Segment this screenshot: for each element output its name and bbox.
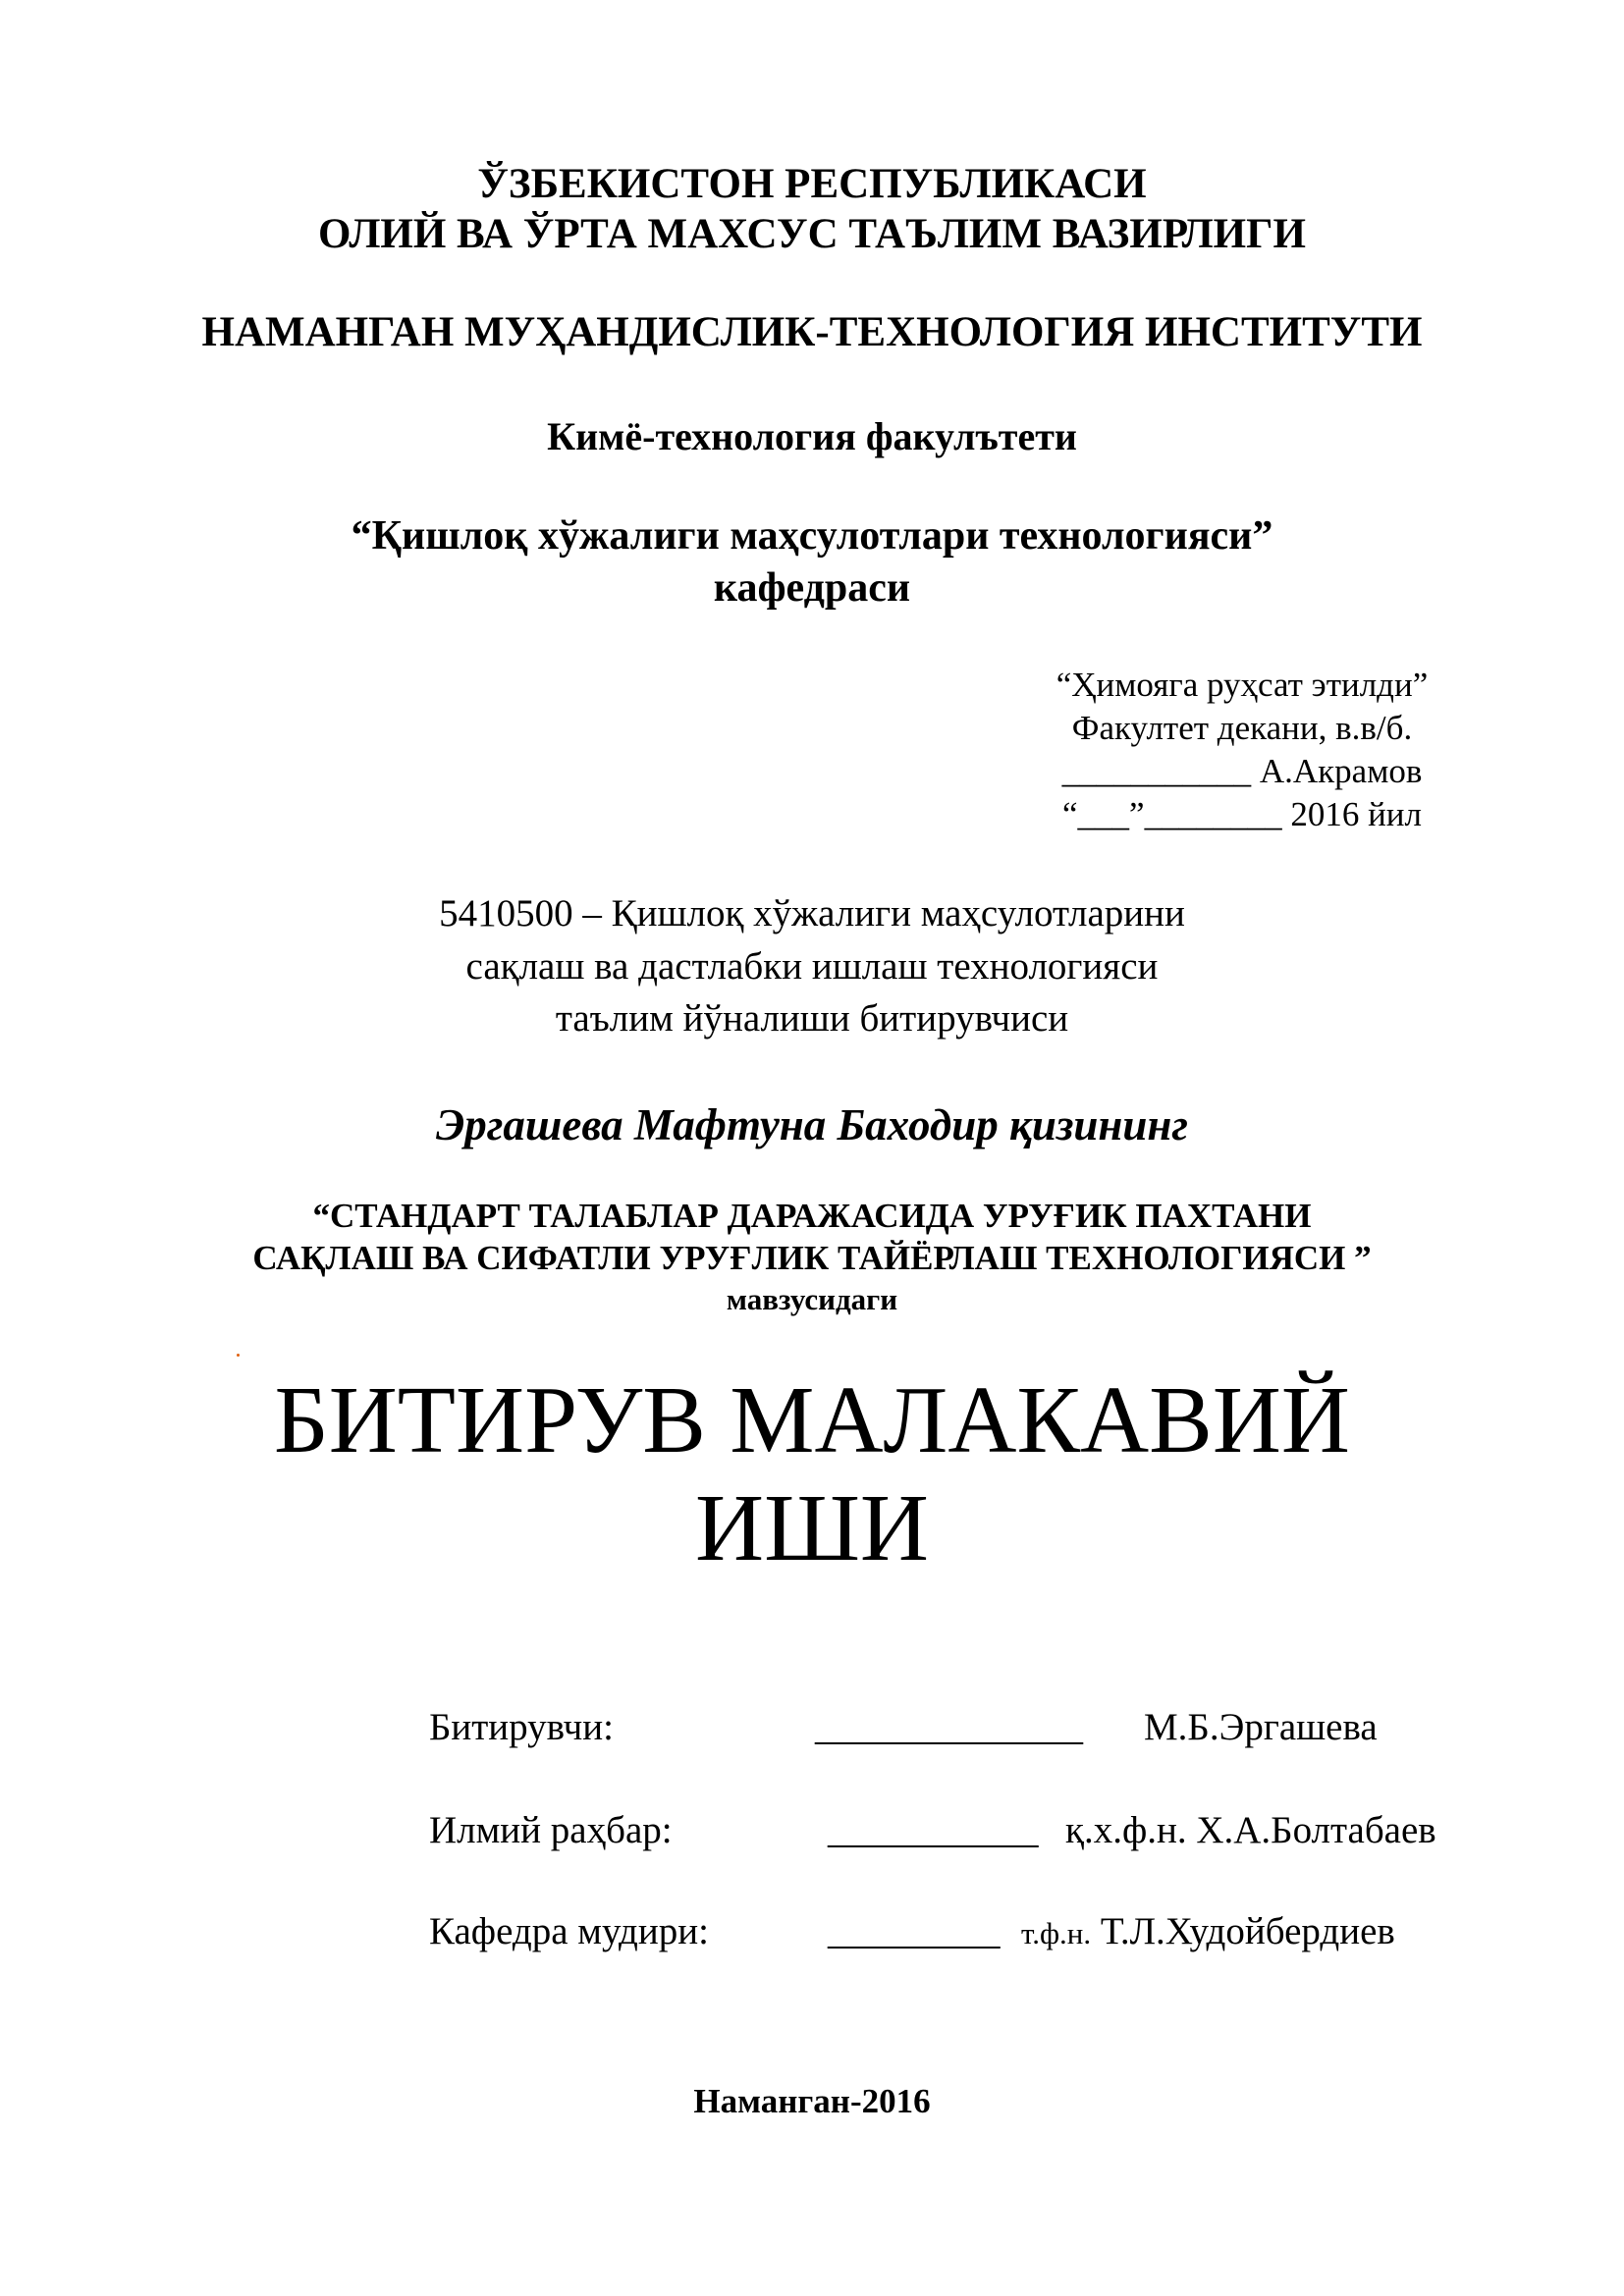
approval-date: “___”________ 2016 йил <box>1062 795 1422 833</box>
signature-label-supervisor: Илмий раҳбар: <box>429 1809 673 1851</box>
signature-name-supervisor: қ.х.ф.н. Х.А.Болтабаев <box>1065 1809 1436 1851</box>
student-name: Эргашева Мафтуна Баходир қизининг <box>435 1100 1189 1149</box>
topic-suffix: мавзусидаги <box>726 1282 898 1316</box>
specialty-line-2: сақлаш ва дастлабки ишлаш технологияси <box>465 945 1159 988</box>
ministry-title: ОЛИЙ ВА ЎРТА МАХСУС ТАЪЛИМ ВАЗИРЛИГИ <box>318 211 1306 257</box>
approval-heading: “Ҳимояга руҳсат этилди” <box>1056 666 1429 704</box>
work-title-line-2: ИШИ <box>695 1475 929 1580</box>
approval-dean: Факултет декани, в.в/б. <box>1071 709 1413 747</box>
signature-label-head: Кафедра мудири: <box>429 1910 709 1952</box>
signature-line-graduate: ______________ <box>815 1706 1083 1748</box>
stray-mark <box>237 1354 240 1357</box>
faculty-title: Кимё-технология факулътети <box>547 414 1077 458</box>
department-suffix: кафедраси <box>713 565 911 611</box>
signature-degree-head: т.ф.н. <box>1021 1916 1092 1950</box>
signature-fullname-head: Т.Л.Худойбердиев <box>1091 1910 1395 1952</box>
signature-line-head: _________ <box>828 1910 1001 1952</box>
footer-city-year: Наманган-2016 <box>693 2082 931 2120</box>
signature-label-graduate: Битирувчи: <box>429 1706 614 1748</box>
republic-title: ЎЗБЕКИСТОН РЕСПУБЛИКАСИ <box>477 161 1147 207</box>
specialty-line-3: таълим йўналиши битирувчиси <box>555 997 1069 1040</box>
department-title: “Қишлоқ хўжалиги маҳсулотлари технологияси” <box>351 513 1273 559</box>
work-title-line-1: БИТИРУВ МАЛАКАВИЙ <box>274 1367 1350 1472</box>
signature-line-supervisor: ___________ <box>828 1809 1039 1851</box>
specialty-line-1: 5410500 – Қишлоқ хўжалиги маҳсулотларини <box>439 892 1185 934</box>
approval-signature: ___________ А.Акрамов <box>1061 752 1423 790</box>
topic-line-2: САҚЛАШ ВА СИФАТЛИ УРУҒЛИК ТАЙЁРЛАШ ТЕХНОЛОГИЯСИ ” <box>252 1239 1372 1277</box>
signature-name-head <box>1021 1912 1395 1950</box>
signature-name-graduate: М.Б.Эргашева <box>1144 1706 1378 1748</box>
institute-title: НАМАНГАН МУҲАНДИСЛИК-ТЕХНОЛОГИЯ ИНСТИТУТИ <box>201 309 1423 355</box>
topic-line-1: “СТАНДАРТ ТАЛАБЛАР ДАРАЖАСИДА УРУҒИК ПАХТАНИ <box>312 1197 1312 1235</box>
